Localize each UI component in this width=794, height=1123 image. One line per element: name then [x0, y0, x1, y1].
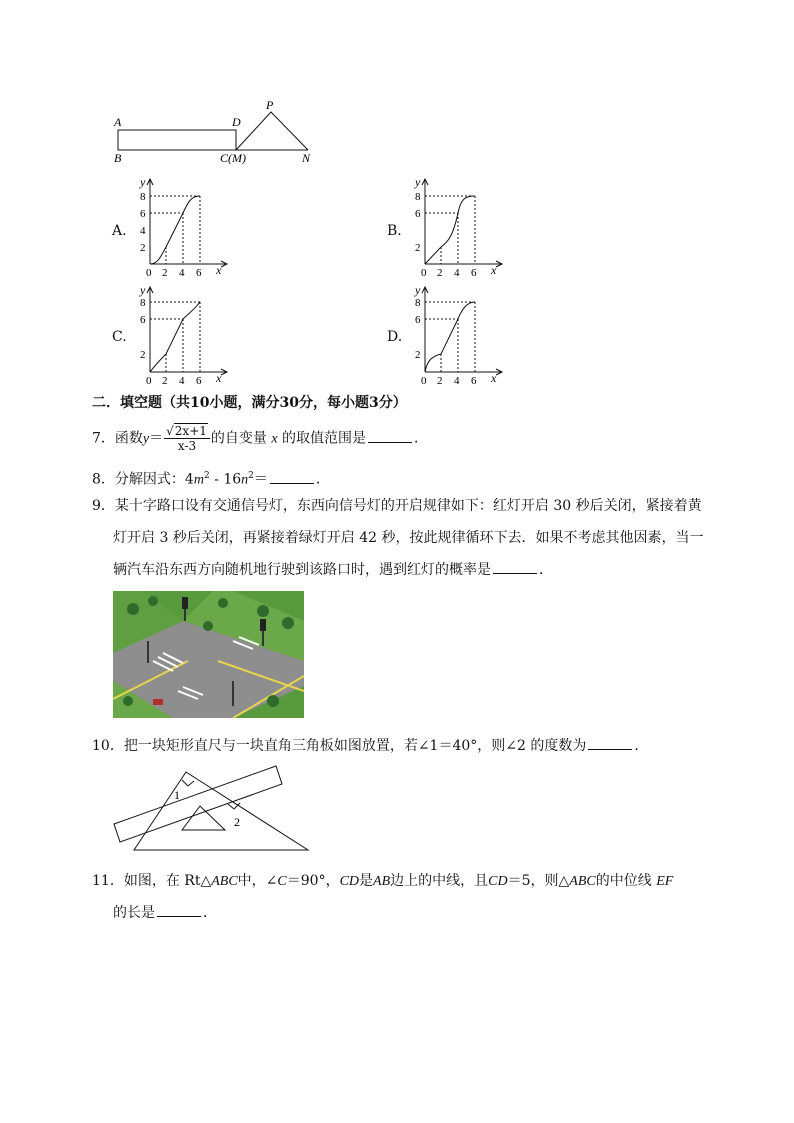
denominator: x-3 — [177, 439, 197, 453]
segment-name: CD — [488, 874, 508, 889]
q11-text: 的中位线 — [595, 873, 652, 889]
question-number: 9． — [92, 498, 115, 514]
var-x: x — [271, 431, 278, 447]
question-7 — [92, 424, 428, 453]
period: ． — [634, 738, 649, 754]
y-tick: 6 — [415, 314, 421, 326]
graph-b — [403, 176, 505, 280]
x-tick: 4 — [179, 267, 185, 279]
period: ． — [203, 905, 217, 921]
x-label: x — [216, 263, 222, 277]
ruler-triangle-figure — [110, 764, 312, 854]
triangle-name: ABC — [569, 874, 596, 889]
question-number: 8． — [92, 471, 115, 488]
question-11-line-2 — [113, 900, 217, 926]
y-tick: 6 — [140, 208, 146, 220]
section-title: 二．填空题（共10小题，满分30分，每小题3分） — [92, 395, 407, 411]
var-n: n — [241, 472, 249, 488]
q7-text: 的自变量 — [210, 430, 267, 447]
q9-text: 辆汽车沿东西方向随机地行驶到该路口时，遇到红灯的概率是 — [113, 562, 491, 578]
question-9-line-3 — [113, 557, 553, 583]
y-label: y — [415, 284, 421, 297]
answer-blank — [368, 428, 412, 443]
x-tick: 6 — [196, 267, 202, 279]
question-9-line-1 — [92, 493, 702, 519]
period: ． — [315, 471, 330, 488]
q11-text: ＝5，则△ — [507, 873, 570, 889]
q9-text: 某十字路口设有交通信号灯，东西向信号灯的开启规律如下：红灯开启 30 秒后关闭，紧接着黄 — [114, 498, 702, 514]
angle-2-label: 2 — [234, 815, 240, 829]
graph-c — [128, 284, 230, 388]
fraction: $\frac{√2x+1}{x-3}$ — [164, 424, 210, 453]
intersection-image — [113, 591, 304, 718]
x-tick: 0 — [421, 375, 427, 387]
graph-d — [403, 284, 505, 388]
q11-text: 的长是 — [113, 905, 155, 921]
x-label: x — [216, 371, 222, 385]
x-tick: 0 — [421, 267, 427, 279]
period: ． — [539, 562, 553, 578]
q7-text: 函数 — [114, 430, 143, 447]
y-tick: 8 — [140, 297, 146, 309]
x-tick: 0 — [146, 267, 152, 279]
exponent: 2 — [203, 471, 210, 481]
segment-name: AB — [373, 874, 391, 889]
y-tick: 2 — [140, 349, 146, 361]
x-label: x — [491, 371, 497, 385]
x-tick: 2 — [162, 375, 168, 387]
q11-text: ＝90°， — [286, 873, 340, 889]
segment-name: EF — [656, 874, 674, 889]
y-tick: 2 — [415, 349, 421, 361]
rectangle-triangle-figure — [108, 96, 328, 168]
answer-blank — [493, 559, 537, 574]
y-label: y — [415, 176, 421, 189]
angle-name: C — [277, 874, 287, 889]
period: ． — [414, 430, 429, 447]
q11-text: 如图，在 Rt△ — [123, 873, 212, 889]
var-m: m — [193, 472, 204, 488]
sqrt-radicand: 2x+1 — [174, 424, 207, 438]
exponent: 2 — [248, 471, 254, 481]
label-A: A — [114, 115, 122, 129]
x-tick: 2 — [437, 375, 443, 387]
var-y: y — [142, 431, 150, 447]
y-tick: 8 — [140, 191, 146, 203]
answer-blank — [588, 735, 632, 750]
triangle-name: ABC — [211, 874, 238, 889]
x-tick: 6 — [471, 267, 477, 279]
label-P: P — [266, 98, 274, 112]
equals: ＝ — [149, 430, 164, 447]
y-label: y — [140, 284, 146, 297]
graph-a — [128, 176, 230, 280]
y-tick: 6 — [415, 208, 421, 220]
equals: ＝ — [253, 471, 268, 488]
x-tick: 2 — [437, 267, 443, 279]
y-tick: 4 — [140, 225, 146, 237]
x-tick: 2 — [162, 267, 168, 279]
x-tick: 4 — [454, 267, 460, 279]
y-label: y — [140, 176, 146, 189]
x-tick: 4 — [454, 375, 460, 387]
x-tick: 4 — [179, 375, 185, 387]
question-number: 10． — [92, 738, 124, 754]
y-tick: 2 — [140, 242, 146, 254]
label-B: B — [114, 151, 122, 165]
y-tick: 2 — [415, 242, 421, 254]
x-tick: 6 — [196, 375, 202, 387]
option-letter: C. — [112, 329, 127, 345]
option-a — [110, 176, 230, 280]
question-8 — [92, 463, 330, 494]
label-N: N — [302, 151, 311, 165]
option-letter: A. — [112, 223, 127, 239]
answer-blank — [157, 902, 201, 917]
question-11-line-1 — [92, 868, 673, 895]
q11-text: 中，∠ — [237, 873, 278, 889]
x-tick: 0 — [146, 375, 152, 387]
option-letter: B. — [387, 223, 402, 239]
label-C: C(M) — [220, 151, 246, 165]
q11-text: 边上的中线，且 — [390, 873, 489, 889]
question-9-line-2: 灯开启 3 秒后关闭，再紧接着绿灯开启 42 秒，按此规律循环下去．如果不考虑其他因素，当一 — [113, 530, 704, 546]
q11-text: 是 — [359, 873, 374, 889]
x-label: x — [491, 263, 497, 277]
y-tick: 8 — [415, 191, 421, 203]
answer-blank — [270, 469, 314, 484]
q8-text: - 16 — [209, 471, 242, 488]
question-number: 11． — [92, 873, 124, 889]
q8-text: 分解因式：4 — [114, 471, 194, 488]
y-tick: 8 — [415, 297, 421, 309]
q7-text: 的取值范围是 — [282, 430, 367, 447]
q10-text: 把一块矩形直尺与一块直角三角板如图放置，若∠1＝40°，则∠2 的度数为 — [123, 738, 587, 754]
option-c — [110, 284, 230, 388]
question-10 — [92, 733, 648, 759]
x-tick: 6 — [471, 375, 477, 387]
option-d — [385, 284, 505, 388]
label-D: D — [232, 115, 241, 129]
y-tick: 6 — [140, 314, 146, 326]
option-letter: D. — [387, 329, 403, 345]
option-b — [385, 176, 505, 280]
question-number: 7． — [92, 430, 115, 447]
segment-name: CD — [339, 874, 360, 889]
angle-1-label: 1 — [174, 788, 180, 802]
